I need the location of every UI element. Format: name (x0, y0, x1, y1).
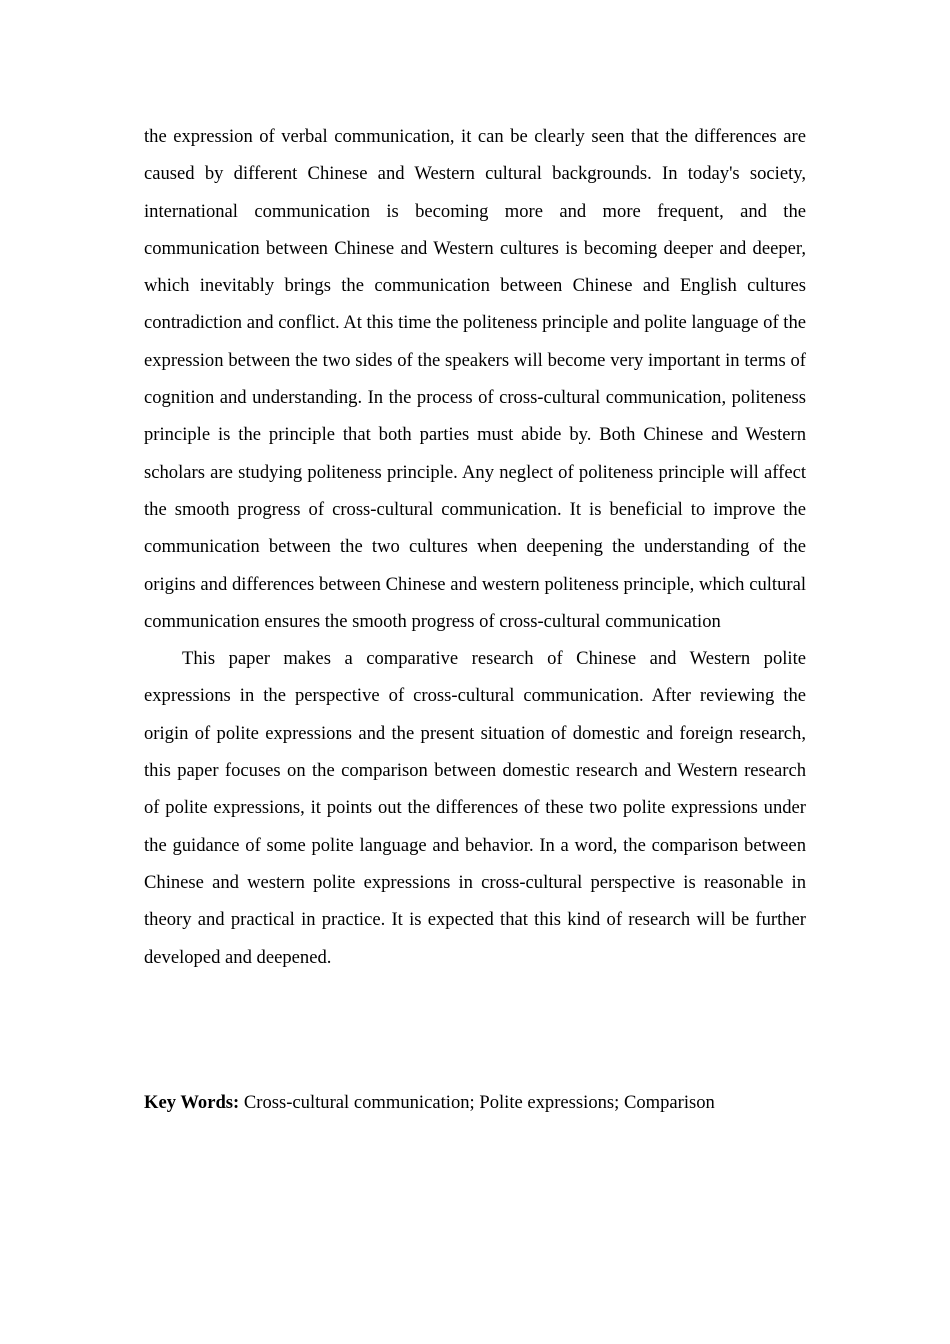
paragraph-summary: This paper makes a comparative research of Chinese and Western polite expressions in the perspective of cross-cultural communication. After reviewing the origin of polite expressions and the present situation of domestic and foreign research, this paper focuses on the comparison between domestic research and Western research of polite expressions, it points out the differences of these two polite expressions under the guidance of some polite language and behavior. In a word, the comparison between Chinese and western polite expressions in cross-cultural perspective is reasonable in theory and practical in practice. It is expected that this kind of research will be further developed and deepened. (144, 648, 806, 968)
body-text (144, 118, 806, 976)
keywords-label: Key Words: (144, 1092, 240, 1113)
paragraph-continuation: the expression of verbal communication, it can be clearly seen that the differences are caused by different Chinese and Western cultural backgrounds. In today's society, international communication is becoming more and more frequent, and the communication between Chinese and Western cultures is becoming deeper and deeper, which inevitably brings the communication between Chinese and English cultures contradiction and conflict. At this time the politeness principle and polite language of the expression between the two sides of the speakers will become very important in terms of cognition and understanding. In the process of cross-cultural communication, politeness principle is the principle that both parties must abide by. Both Chinese and Western scholars are studying politeness principle. Any neglect of politeness principle will affect the smooth progress of cross-cultural communication. It is beneficial to improve the communication between the two cultures when deepening the understanding of the origins and differences between Chinese and western politeness principle, which cultural communication ensures the smooth progress of cross-cultural communication (144, 126, 806, 632)
keywords-line (144, 1084, 806, 1121)
keywords-value: Cross-cultural communication; Polite expressions; Comparison (243, 1092, 715, 1113)
